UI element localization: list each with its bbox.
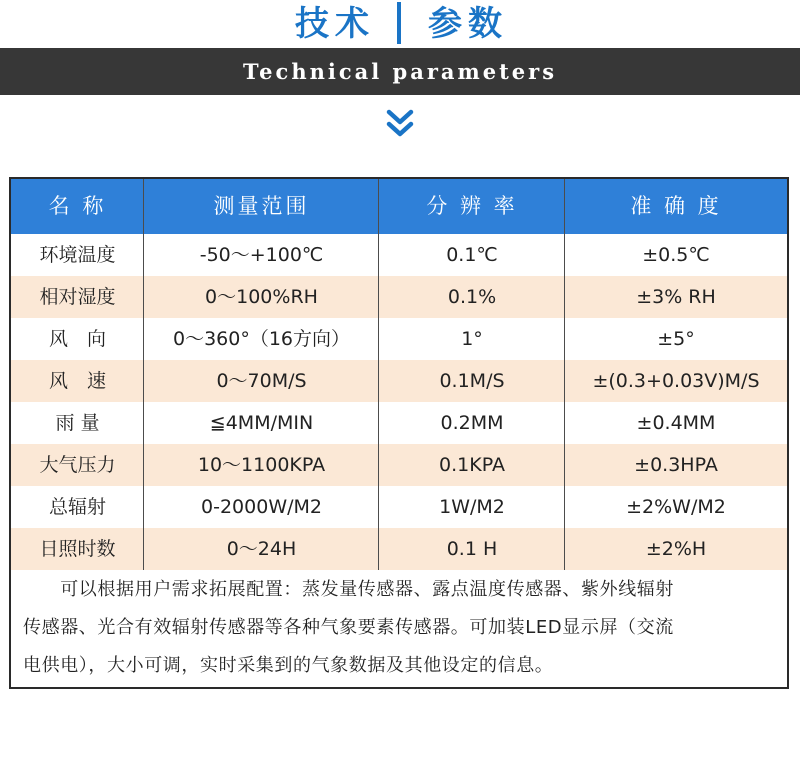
table-row — [11, 318, 787, 360]
row-accuracy: ±0.4MM — [636, 412, 716, 434]
row-range: 0～100%RH — [205, 286, 318, 308]
table-row — [11, 528, 787, 570]
row-name: 相对湿度 — [39, 286, 116, 308]
column-header-name: 名 称 — [48, 194, 107, 218]
row-resolution: 0.1 H — [446, 538, 498, 560]
row-accuracy: ±0.3HPA — [634, 454, 718, 476]
row-range: 0～70M/S — [216, 370, 307, 392]
row-range: 0-2000W/M2 — [201, 496, 322, 518]
table-row — [11, 486, 787, 528]
row-accuracy: ±2%W/M2 — [626, 496, 726, 518]
row-range: 0～24H — [226, 538, 297, 560]
column-divider — [143, 179, 144, 570]
title-left: 技术 — [295, 4, 375, 44]
table-row — [11, 402, 787, 444]
row-resolution: 1W/M2 — [439, 496, 505, 518]
row-name: 大气压力 — [39, 454, 116, 476]
note-line: 电供电），大小可调，实时采集到的气象数据及其他设定的信息。 — [23, 655, 554, 676]
table-row — [11, 360, 787, 402]
column-divider — [378, 179, 379, 570]
column-header-resolution: 分 辨 率 — [426, 194, 518, 218]
row-name: 环境温度 — [39, 244, 116, 266]
row-accuracy: ±0.5℃ — [642, 244, 710, 266]
row-accuracy: ±(0.3+0.03V)M/S — [592, 370, 760, 392]
column-header-accuracy: 准 确 度 — [630, 194, 722, 218]
section-title — [0, 0, 800, 50]
row-name: 雨 量 — [55, 412, 100, 434]
row-name: 风 向 — [48, 328, 106, 350]
parameter-table — [9, 177, 789, 689]
row-resolution: 0.2MM — [440, 412, 504, 434]
title-divider — [397, 2, 401, 44]
table-row — [11, 234, 787, 276]
row-resolution: 0.1M/S — [439, 370, 505, 392]
table-header — [11, 179, 787, 234]
row-resolution: 0.1℃ — [446, 244, 498, 266]
row-range: ≦4MM/MIN — [209, 412, 314, 434]
row-name: 总辐射 — [48, 496, 106, 518]
title-right: 参数 — [428, 4, 508, 44]
row-resolution: 1° — [461, 328, 483, 350]
table-row — [11, 444, 787, 486]
note-line: 传感器、光合有效辐射传感器等各种气象要素传感器。可加装LED显示屏（交流 — [23, 617, 674, 638]
row-accuracy: ±5° — [657, 328, 695, 350]
english-title-band — [0, 48, 800, 95]
note-line: 可以根据用户需求拓展配置：蒸发量传感器、露点温度传感器、紫外线辐射 — [23, 579, 674, 600]
row-range: 10～1100KPA — [197, 454, 326, 476]
row-range: -50～+100℃ — [199, 244, 324, 266]
row-resolution: 0.1KPA — [439, 454, 505, 476]
double-chevron-down-icon — [385, 108, 415, 140]
english-title: Technical parameters — [242, 59, 558, 84]
column-header-range: 测量范围 — [213, 194, 310, 218]
table-row — [11, 276, 787, 318]
column-divider — [564, 179, 565, 570]
row-name: 日照时数 — [39, 538, 116, 560]
table-note — [11, 571, 787, 689]
row-range: 0～360°（16方向） — [172, 328, 351, 350]
row-accuracy: ±2%H — [645, 538, 707, 560]
row-resolution: 0.1% — [447, 286, 497, 308]
row-accuracy: ±3% RH — [636, 286, 716, 308]
row-name: 风 速 — [48, 370, 106, 392]
